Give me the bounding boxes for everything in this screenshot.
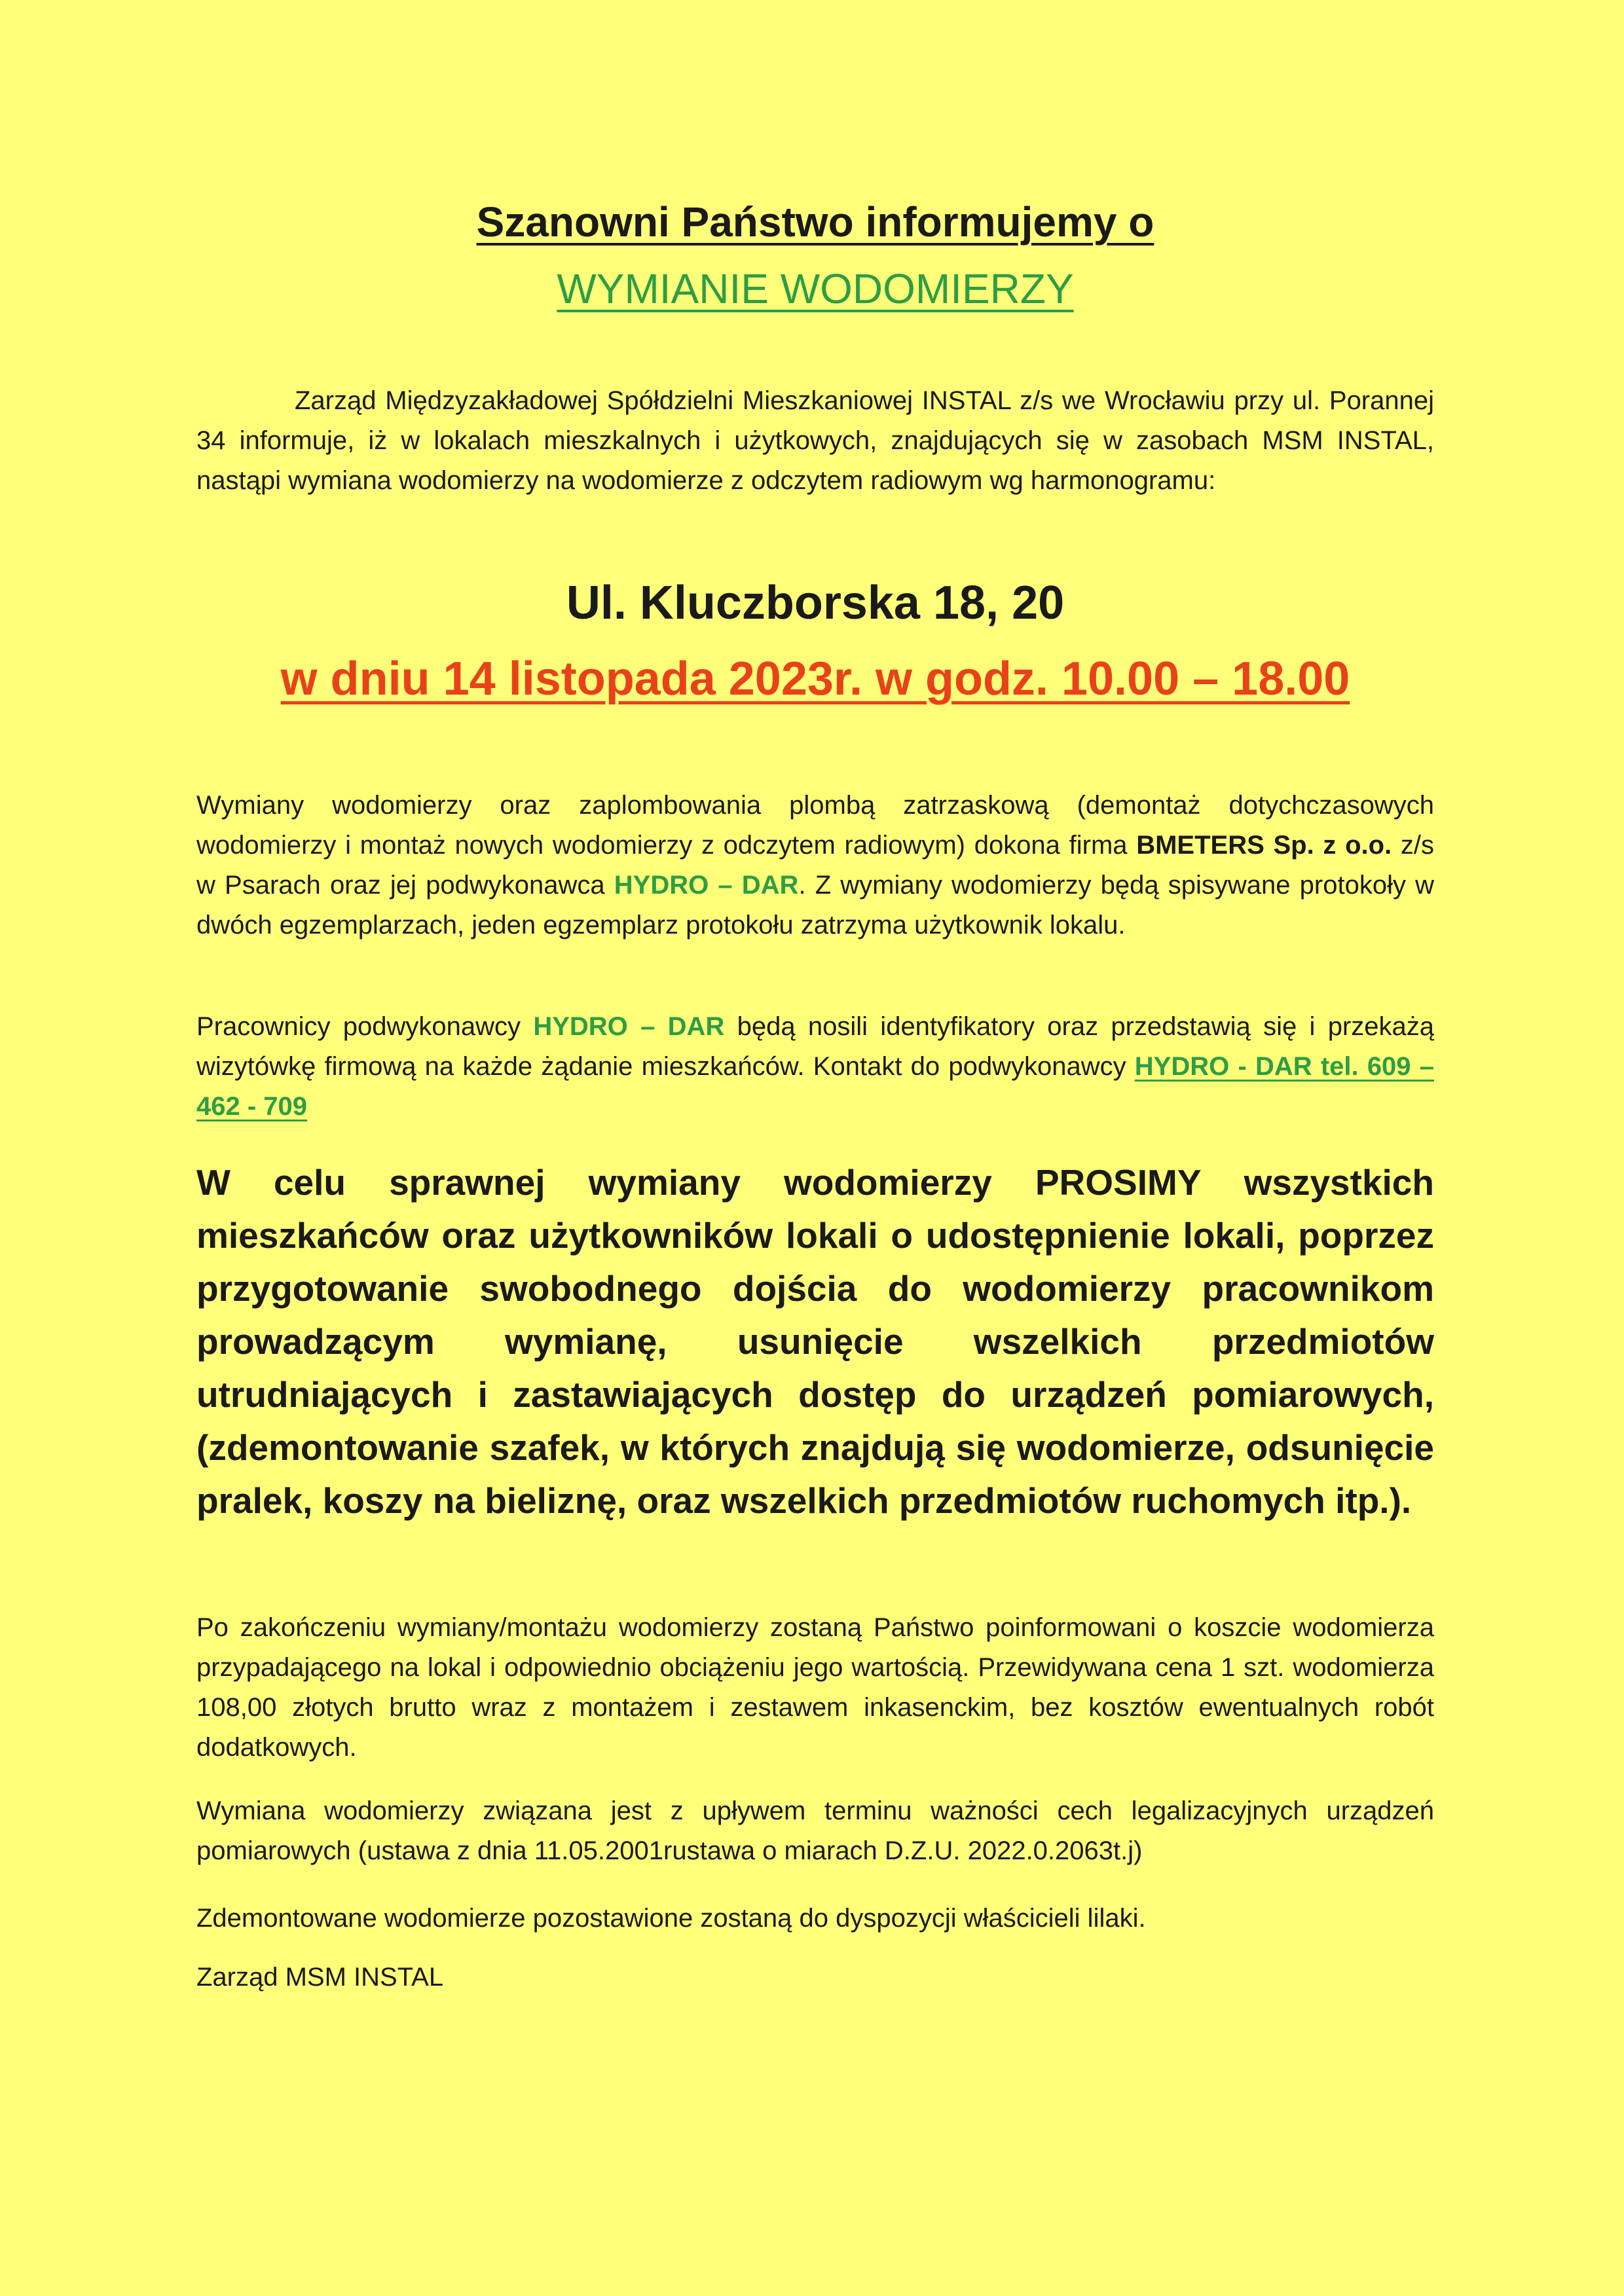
dismantled-paragraph: Zdemontowane wodomierze pozostawione zostaną do dyspozycji właścicieli lilaki. (196, 1904, 1146, 1933)
exchange-text-3: . Z wymiany wodomierzy będą spisywane protokoły w dwóch egzemplarzach, jeden egzemplarz protokołu zatrzyma użytkownik lokalu. (196, 871, 1435, 939)
schedule-date: w dniu 14 listopada 2023r. w godz. 10.00 – 18.00 (280, 653, 1350, 705)
heading-line1: Szanowni Państwo informujemy o (476, 198, 1154, 246)
subcontractor-name: HYDRO – DAR (614, 871, 799, 900)
notice-page (196, 0, 1434, 2296)
schedule-address: Ul. Kluczborska 18, 20 (566, 577, 1065, 629)
workers-text-1: Pracownicy podwykonawcy (196, 1012, 534, 1041)
cost-paragraph: Po zakończeniu wymiany/montażu wodomierzy zostaną Państwo poinformowani o koszcie wodomierza przypadającego na lokal i odpowiednio obciążeniu jego wartością. Przewidywana cena 1 szt. wodomierza 108,00 złotych brutto wraz z montażem i zestawem inkasenckim, bez kosztów ewentualnych robót dodatkowych. (196, 1613, 1434, 1762)
contact-phone: HYDRO - DAR tel. 609 – 462 - 709 (196, 1052, 1434, 1121)
workers-paragraph (196, 1007, 1434, 1127)
intro-paragraph: Zarząd Międzyzakładowej Spółdzielni Mieszkaniowej INSTAL z/s we Wrocławiu przy ul. Porannej 34 informuje, iż w lokalach mieszkalnych i użytkowych, znajdujących się w zasobach MSM INSTAL, nastąpi wymiana wodomierzy na wodomierze z odczytem radiowym wg harmonogramu: (196, 386, 1434, 495)
company-name: BMETERS Sp. z o.o. (1136, 831, 1392, 860)
workers-text-2: będą nosili identyfikatory oraz przedstawią się i przekażą wizytówkę firmową na każde żądanie mieszkańców. Kontakt do podwykonawcy (196, 1012, 1434, 1081)
workers-subcontractor: HYDRO – DAR (533, 1012, 725, 1041)
heading-line2: WYMIANIE WODOMIERZY (557, 265, 1074, 312)
exchange-text-2: z/s w Psarach oraz jej podwykonawca (196, 831, 1434, 900)
exchange-text-1: Wymiany wodomierzy oraz zaplombowania plombą zatrzaskową (demontaż dotychczasowych wodomierzy i montaż nowych wodomierzy z odczytem radiowym) dokona firma (196, 791, 1434, 860)
legal-paragraph: Wymiana wodomierzy związana jest z upływem terminu ważności cech legalizacyjnych urządzeń pomiarowych (ustawa z dnia 11.05.2001rustawa o miarach D.Z.U. 2022.0.2063t.j) (196, 1796, 1434, 1865)
request-paragraph: W celu sprawnej wymiany wodomierzy PROSIMY wszystkich mieszkańców oraz użytkowników lokali o udostępnienie lokali, poprzez przygotowanie swobodnego dojścia do wodomierzy pracownikom prowadzącym wymianę, usunięcie wszelkich przedmiotów utrudniających i zastawiających dostęp do urządzeń pomiarowych, (zdemontowanie szafek, w których znajdują się wodomierze, odsunięcie pralek, koszy na bieliznę, oraz wszelkich przedmiotów ruchomych itp.). (196, 1162, 1434, 1521)
exchange-paragraph (196, 786, 1434, 945)
signature: Zarząd MSM INSTAL (196, 1963, 444, 1992)
